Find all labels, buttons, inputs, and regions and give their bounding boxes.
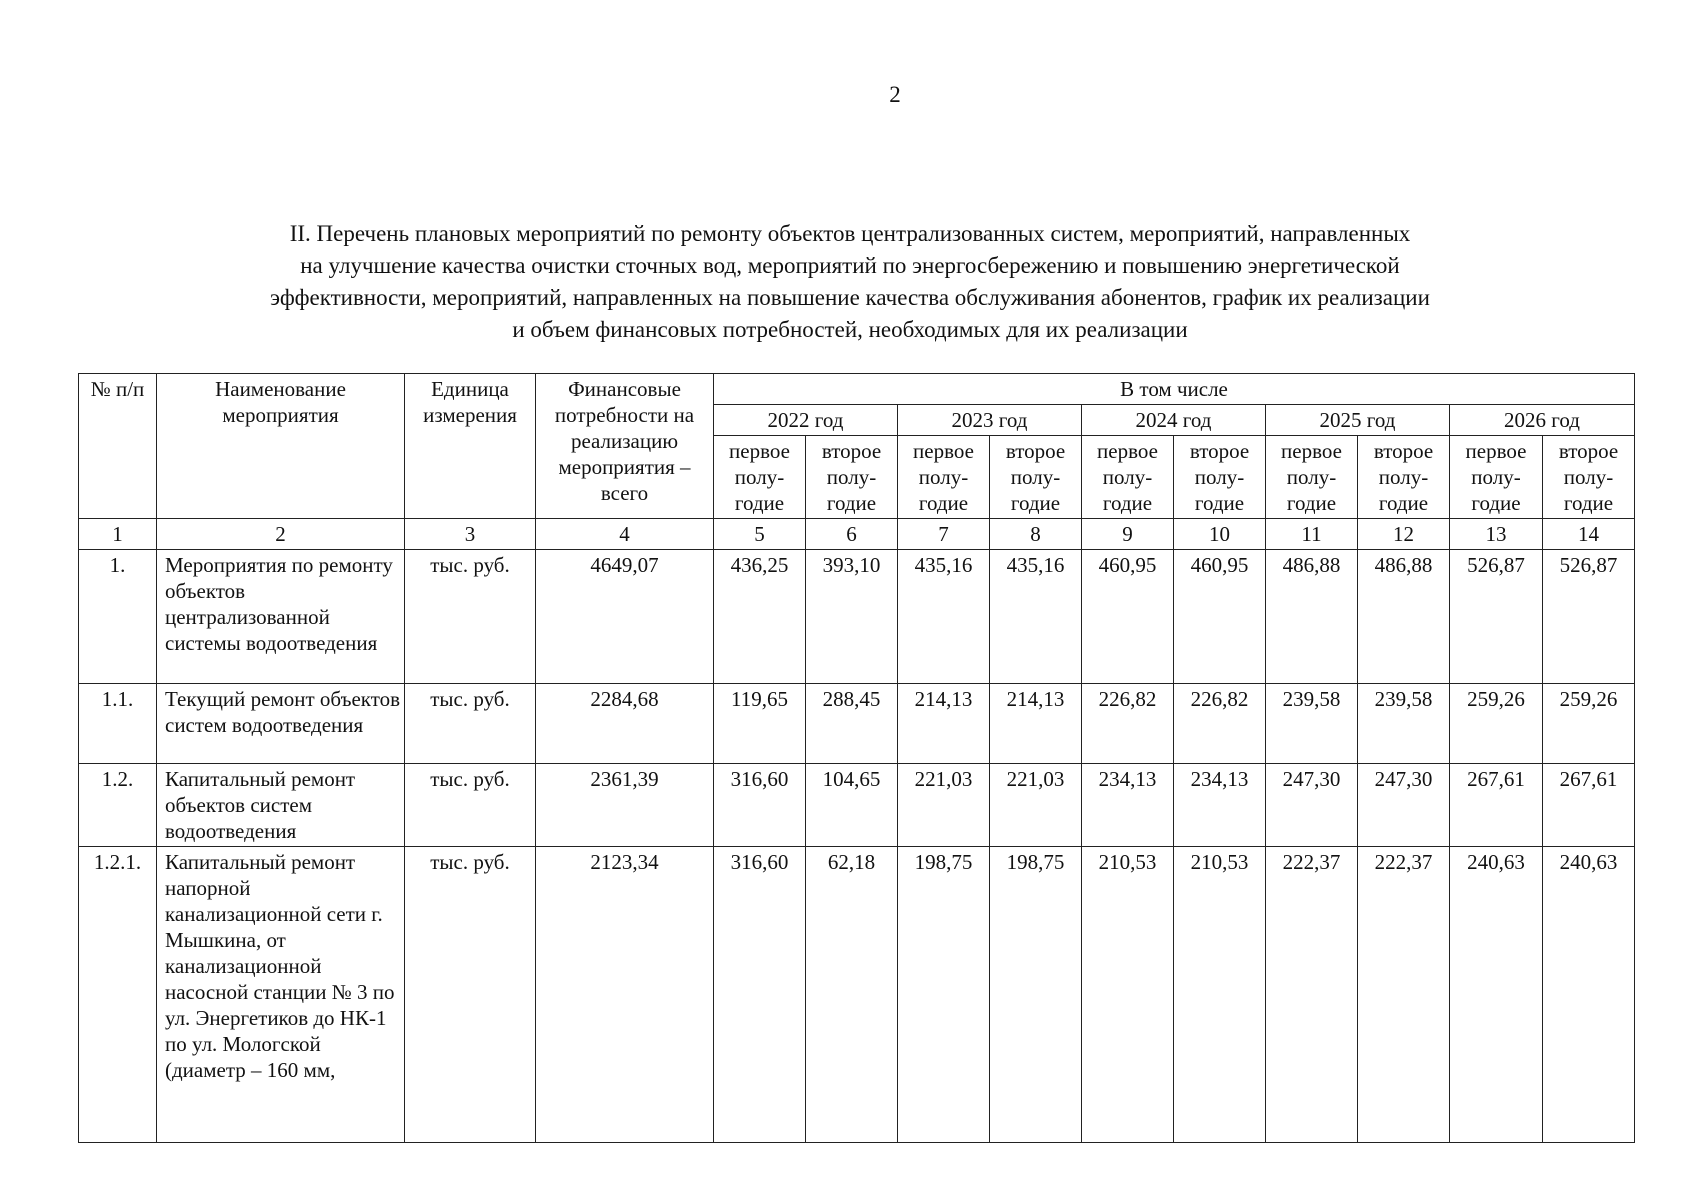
row-value: 435,16	[898, 550, 990, 684]
header-year: 2024 год	[1082, 405, 1266, 436]
row-value: 240,63	[1543, 847, 1635, 1143]
row-value: 259,26	[1450, 684, 1543, 764]
plan-table	[78, 373, 1635, 1143]
title-line: эффективности, мероприятий, направленных на повышение качества обслуживания абонентов, график их реализации	[270, 285, 1430, 310]
column-number-row	[79, 519, 1635, 550]
header-finance: Финансовые потребности на реализацию мероприятия – всего	[536, 374, 714, 519]
column-number: 6	[806, 519, 898, 550]
row-value: 214,13	[990, 684, 1082, 764]
row-unit: тыс. руб.	[405, 550, 536, 684]
header-first-half: первое полу-годие	[1266, 436, 1358, 519]
row-value: 210,53	[1082, 847, 1174, 1143]
row-value: 460,95	[1174, 550, 1266, 684]
section-title	[120, 218, 1580, 346]
column-number: 13	[1450, 519, 1543, 550]
row-value: 316,60	[714, 847, 806, 1143]
row-name: Капитальный ремонт напорной канализационной сети г. Мышкина, от канализационной насосной станции № 3 по ул. Энергетиков до НК-1 по ул. Мологской (диаметр – 160 мм,	[157, 847, 405, 1143]
header-first-half: первое полу-годие	[1082, 436, 1174, 519]
row-value: 526,87	[1543, 550, 1635, 684]
column-number: 11	[1266, 519, 1358, 550]
row-unit: тыс. руб.	[405, 764, 536, 847]
title-line: и объем финансовых потребностей, необходимых для их реализации	[512, 317, 1188, 342]
row-value: 259,26	[1543, 684, 1635, 764]
row-value: 234,13	[1082, 764, 1174, 847]
header-unit: Единица измерения	[405, 374, 536, 519]
header-year: 2022 год	[714, 405, 898, 436]
row-total: 2123,34	[536, 847, 714, 1143]
row-value: 486,88	[1266, 550, 1358, 684]
row-value: 226,82	[1082, 684, 1174, 764]
column-number: 14	[1543, 519, 1635, 550]
row-unit: тыс. руб.	[405, 684, 536, 764]
header-year: 2025 год	[1266, 405, 1450, 436]
header-first-half: первое полу-годие	[1450, 436, 1543, 519]
row-value: 221,03	[990, 764, 1082, 847]
row-value: 226,82	[1174, 684, 1266, 764]
row-value: 119,65	[714, 684, 806, 764]
row-value: 247,30	[1358, 764, 1450, 847]
row-value: 486,88	[1358, 550, 1450, 684]
row-value: 267,61	[1450, 764, 1543, 847]
header-year: 2026 год	[1450, 405, 1635, 436]
title-line: на улучшение качества очистки сточных вод, мероприятий по энергосбережению и повышению энергетической	[300, 253, 1400, 278]
header-second-half: второе полу-годие	[1174, 436, 1266, 519]
row-value: 240,63	[1450, 847, 1543, 1143]
title-line: II. Перечень плановых мероприятий по ремонту объектов централизованных систем, мероприятий, направленных	[289, 221, 1411, 246]
header-second-half: второе полу-годие	[1358, 436, 1450, 519]
row-value: 288,45	[806, 684, 898, 764]
column-number: 7	[898, 519, 990, 550]
row-value: 214,13	[898, 684, 990, 764]
row-no: 1.	[79, 550, 157, 684]
row-name: Мероприятия по ремонту объектов централизованной системы водоотведения	[157, 550, 405, 684]
column-number: 2	[157, 519, 405, 550]
row-value: 316,60	[714, 764, 806, 847]
row-value: 436,25	[714, 550, 806, 684]
row-value: 393,10	[806, 550, 898, 684]
column-number: 9	[1082, 519, 1174, 550]
row-value: 234,13	[1174, 764, 1266, 847]
row-value: 247,30	[1266, 764, 1358, 847]
header-second-half: второе полу-годие	[806, 436, 898, 519]
column-number: 8	[990, 519, 1082, 550]
row-value: 210,53	[1174, 847, 1266, 1143]
row-value: 460,95	[1082, 550, 1174, 684]
header-first-half: первое полу-годие	[898, 436, 990, 519]
table-row	[79, 847, 1635, 1143]
column-number: 3	[405, 519, 536, 550]
table-row	[79, 764, 1635, 847]
row-name: Капитальный ремонт объектов систем водоотведения	[157, 764, 405, 847]
header-first-half: первое полу-годие	[714, 436, 806, 519]
row-value: 222,37	[1358, 847, 1450, 1143]
header-second-half: второе полу-годие	[1543, 436, 1635, 519]
column-number: 4	[536, 519, 714, 550]
row-value: 526,87	[1450, 550, 1543, 684]
row-value: 104,65	[806, 764, 898, 847]
column-number: 10	[1174, 519, 1266, 550]
page-number: 2	[889, 82, 901, 107]
row-value: 198,75	[898, 847, 990, 1143]
table-row	[79, 550, 1635, 684]
row-value: 435,16	[990, 550, 1082, 684]
row-value: 221,03	[898, 764, 990, 847]
row-value: 62,18	[806, 847, 898, 1143]
row-no: 1.2.1.	[79, 847, 157, 1143]
row-value: 239,58	[1266, 684, 1358, 764]
row-no: 1.2.	[79, 764, 157, 847]
row-unit: тыс. руб.	[405, 847, 536, 1143]
row-value: 198,75	[990, 847, 1082, 1143]
row-no: 1.1.	[79, 684, 157, 764]
row-total: 2361,39	[536, 764, 714, 847]
column-number: 5	[714, 519, 806, 550]
header-name: Наименование мероприятия	[157, 374, 405, 519]
header-year: 2023 год	[898, 405, 1082, 436]
row-value: 222,37	[1266, 847, 1358, 1143]
row-total: 2284,68	[536, 684, 714, 764]
row-value: 267,61	[1543, 764, 1635, 847]
header-second-half: второе полу-годие	[990, 436, 1082, 519]
table-row	[79, 684, 1635, 764]
row-value: 239,58	[1358, 684, 1450, 764]
row-total: 4649,07	[536, 550, 714, 684]
row-name: Текущий ремонт объектов систем водоотведения	[157, 684, 405, 764]
header-no: № п/п	[79, 374, 157, 519]
header-including: В том числе	[714, 374, 1635, 405]
column-number: 1	[79, 519, 157, 550]
column-number: 12	[1358, 519, 1450, 550]
